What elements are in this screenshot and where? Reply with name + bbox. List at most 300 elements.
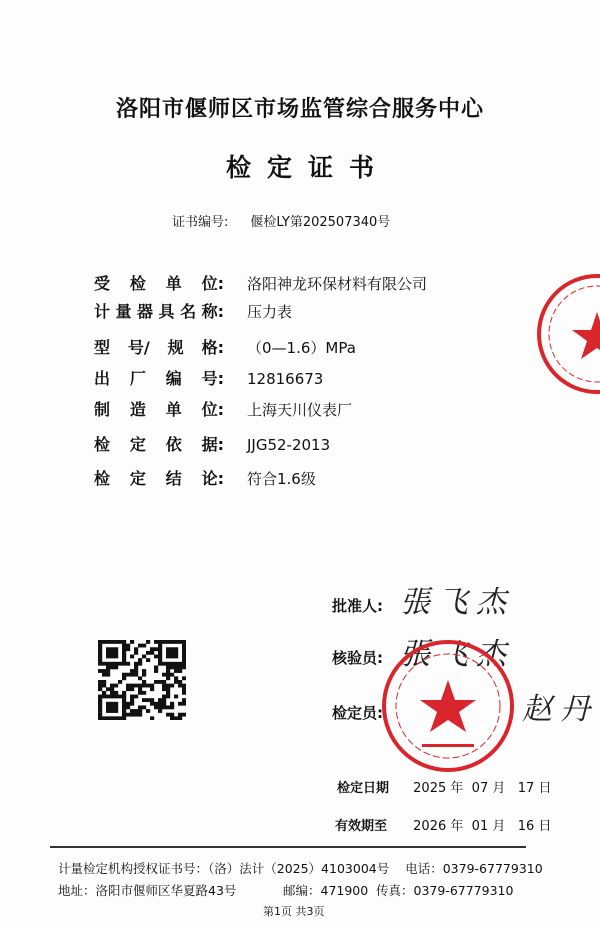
address: 地址：洛阳市偃师区华夏路43号 [58, 883, 237, 898]
field-value: 洛阳神龙环保材料有限公司 [247, 275, 428, 293]
qr-module [142, 655, 146, 659]
qr-module [114, 651, 118, 655]
qr-module [106, 709, 110, 713]
qr-module [162, 662, 166, 666]
qr-module [170, 655, 174, 659]
qr-module [174, 651, 178, 655]
month-unit: 月 [492, 781, 506, 796]
qr-module [182, 655, 186, 659]
qr-module [178, 665, 182, 669]
label-char: 名 [180, 302, 197, 321]
qr-module [166, 695, 170, 699]
qr-module [102, 680, 106, 684]
qr-module [106, 702, 110, 706]
qr-module [158, 647, 162, 651]
qr-module [98, 662, 102, 666]
qr-module [182, 691, 186, 695]
qr-module [110, 662, 114, 666]
qr-module [154, 640, 158, 644]
qr-module [162, 702, 166, 706]
qr-module [182, 665, 186, 669]
qr-module [170, 702, 174, 706]
page-number: 第1页 共3页 [263, 905, 325, 918]
qr-module [110, 640, 114, 644]
year: 2026 [413, 819, 447, 834]
qr-module [166, 669, 170, 673]
qr-module [146, 658, 150, 662]
qr-module [182, 698, 186, 702]
qr-module [182, 662, 186, 666]
field-label [94, 338, 224, 358]
qr-module [114, 665, 118, 669]
qr-module [174, 640, 178, 644]
qr-module [162, 705, 166, 709]
qr-module [170, 640, 174, 644]
label-char: 论: [201, 469, 224, 488]
qr-module [102, 684, 106, 688]
qr-module [138, 687, 142, 691]
label-char: 位: [201, 274, 224, 293]
qr-module [110, 647, 114, 651]
qr-module [122, 644, 126, 648]
label-char: 器 [137, 302, 154, 321]
qr-module [146, 698, 150, 702]
qr-module [178, 669, 182, 673]
qr-module [174, 669, 178, 673]
qr-module [166, 684, 170, 688]
qr-module [166, 713, 170, 717]
label-char: 出 [94, 369, 111, 388]
qr-module [166, 705, 170, 709]
qr-module [182, 644, 186, 648]
qr-module [122, 713, 126, 717]
label-char: 编 [165, 369, 182, 388]
day: 17 [517, 781, 535, 796]
qr-module [146, 709, 150, 713]
qr-module [126, 687, 130, 691]
qr-module [166, 640, 170, 644]
qr-module [182, 647, 186, 651]
qr-module [106, 716, 110, 720]
qr-module [114, 695, 118, 699]
qr-module [102, 691, 106, 695]
qr-module [122, 658, 126, 662]
qr-module [110, 655, 114, 659]
qr-module [150, 702, 154, 706]
qr-module [98, 651, 102, 655]
qr-module [118, 680, 122, 684]
qr-module [178, 713, 182, 717]
qr-module [166, 687, 170, 691]
qr-module [98, 695, 102, 699]
month: 07 [471, 781, 489, 796]
year-unit: 年 [450, 781, 464, 796]
qr-module [166, 691, 170, 695]
qr-module [106, 687, 110, 691]
qr-module [130, 687, 134, 691]
qr-module [98, 655, 102, 659]
qr-module [170, 716, 174, 720]
qr-module [158, 705, 162, 709]
handwritten-signature: 張飞杰 [400, 637, 514, 672]
qr-module [126, 702, 130, 706]
approval-label: 检定员: [332, 704, 383, 722]
qr-module [178, 662, 182, 666]
qr-module [154, 680, 158, 684]
qr-module [134, 662, 138, 666]
handwritten-signature: 張飞杰 [400, 585, 514, 620]
field-label [94, 302, 224, 322]
qr-module [134, 673, 138, 677]
qr-module [166, 651, 170, 655]
qr-module [166, 662, 170, 666]
year-unit: 年 [450, 819, 464, 834]
qr-module [182, 684, 186, 688]
qr-module [118, 695, 122, 699]
qr-module [174, 716, 178, 720]
qr-module [178, 716, 182, 720]
label-char: 制 [94, 400, 111, 419]
qr-module [114, 662, 118, 666]
valid-until-date [335, 818, 551, 836]
qr-module [126, 684, 130, 688]
qr-module [98, 709, 102, 713]
qr-module [170, 651, 174, 655]
field-value: （0—1.6）MPa [247, 339, 356, 357]
qr-module [166, 676, 170, 680]
qr-module [170, 713, 174, 717]
qr-module [114, 655, 118, 659]
qr-module [166, 647, 170, 651]
qr-module [150, 698, 154, 702]
field-label [94, 400, 224, 420]
qr-module [114, 647, 118, 651]
qr-module [162, 684, 166, 688]
qr-module [150, 647, 154, 651]
qr-module [110, 709, 114, 713]
qr-module [106, 662, 110, 666]
month-unit: 月 [492, 819, 506, 834]
qr-module [98, 713, 102, 717]
qr-module [114, 705, 118, 709]
approval-label: 核验员: [332, 649, 383, 667]
qr-module [130, 669, 134, 673]
qr-module [162, 673, 166, 677]
qr-module [130, 702, 134, 706]
qr-module [182, 702, 186, 706]
qr-module [130, 673, 134, 677]
org-title: 洛阳市偃师区市场监管综合服务中心 [115, 97, 484, 122]
label-char: 依 [165, 435, 182, 454]
qr-module [110, 691, 114, 695]
qr-module [106, 655, 110, 659]
qr-code [98, 640, 186, 720]
qr-module [182, 651, 186, 655]
qr-module [122, 655, 126, 659]
qr-module [146, 651, 150, 655]
qr-module [158, 680, 162, 684]
label-char: 称: [201, 302, 224, 321]
verification-date [337, 780, 551, 798]
cert-no-label: 证书编号: [172, 215, 229, 230]
qr-module [154, 702, 158, 706]
qr-module [126, 644, 130, 648]
qr-module [150, 687, 154, 691]
qr-module [170, 673, 174, 677]
label-char: 量 [115, 302, 132, 321]
qr-module [134, 695, 138, 699]
qr-module [98, 640, 102, 644]
label-char: 检 [94, 469, 111, 488]
qr-module [158, 658, 162, 662]
qr-module [162, 640, 166, 644]
qr-module [162, 698, 166, 702]
qr-module [98, 658, 102, 662]
qr-module [114, 702, 118, 706]
cert-no-value: 偃检LY第202507340号 [250, 215, 391, 230]
qr-module [138, 644, 142, 648]
qr-module [122, 716, 126, 720]
qr-module [106, 651, 110, 655]
day: 16 [517, 819, 535, 834]
qr-module [102, 662, 106, 666]
qr-module [154, 655, 158, 659]
qr-module [182, 676, 186, 680]
qr-module [122, 676, 126, 680]
qr-module [110, 716, 114, 720]
qr-module [182, 687, 186, 691]
qr-module [162, 695, 166, 699]
qr-module [126, 662, 130, 666]
qr-module [106, 640, 110, 644]
qr-module [98, 716, 102, 720]
qr-module [122, 640, 126, 644]
field-label [94, 435, 224, 455]
qr-module [138, 709, 142, 713]
footer-line-1 [58, 861, 543, 877]
qr-module [178, 702, 182, 706]
qr-module [122, 709, 126, 713]
qr-module [114, 640, 118, 644]
qr-module [114, 684, 118, 688]
label-char: 据: [201, 435, 224, 454]
qr-module [114, 691, 118, 695]
qr-module [162, 680, 166, 684]
qr-module [174, 680, 178, 684]
qr-module [174, 655, 178, 659]
day-unit: 日 [538, 781, 552, 796]
qr-module [170, 647, 174, 651]
field-label [94, 369, 224, 389]
qr-module [102, 716, 106, 720]
qr-module [154, 669, 158, 673]
qr-module [174, 665, 178, 669]
qr-module [110, 651, 114, 655]
qr-module [142, 644, 146, 648]
qr-module [174, 676, 178, 680]
field-value: 符合1.6级 [247, 470, 316, 488]
qr-module [146, 640, 150, 644]
footer-line-2 [58, 883, 538, 899]
label-char: 造 [129, 400, 146, 419]
field-label [94, 274, 224, 294]
qr-module [114, 716, 118, 720]
fax: 传真：0379-67779310 [376, 883, 514, 898]
valid-until-label: 有效期至 [335, 819, 388, 834]
qr-module [122, 705, 126, 709]
label-char: 计 [94, 302, 111, 321]
qr-module [142, 669, 146, 673]
qr-module [126, 647, 130, 651]
qr-module [118, 662, 122, 666]
qr-module [182, 658, 186, 662]
qr-module [122, 673, 126, 677]
qr-module [134, 669, 138, 673]
qr-module [182, 713, 186, 717]
qr-module [126, 705, 130, 709]
label-char: 定 [129, 435, 146, 454]
qr-module [170, 705, 174, 709]
field-value: 压力表 [247, 303, 293, 321]
qr-module [130, 698, 134, 702]
qr-module [142, 705, 146, 709]
qr-module [142, 673, 146, 677]
qr-module [154, 647, 158, 651]
label-char: 具 [158, 302, 175, 321]
label-char: 单 [165, 400, 182, 419]
qr-module [98, 647, 102, 651]
label-char: 规 [167, 338, 184, 357]
qr-module [170, 684, 174, 688]
qr-module [106, 673, 110, 677]
qr-module [138, 684, 142, 688]
qr-module [150, 651, 154, 655]
qr-module [166, 673, 170, 677]
label-char: 定 [129, 469, 146, 488]
qr-module [106, 695, 110, 699]
qr-module [98, 698, 102, 702]
qr-module [142, 691, 146, 695]
qr-module [158, 655, 162, 659]
qr-module [98, 705, 102, 709]
qr-module [178, 680, 182, 684]
qr-module [110, 665, 114, 669]
qr-module [106, 665, 110, 669]
day-unit: 日 [538, 819, 552, 834]
qr-module [170, 662, 174, 666]
qr-module [126, 713, 130, 717]
qr-module [154, 665, 158, 669]
qr-module [174, 662, 178, 666]
qr-module [106, 705, 110, 709]
label-char: 号: [201, 369, 224, 388]
qr-module [110, 687, 114, 691]
qr-module [154, 705, 158, 709]
qr-module [130, 684, 134, 688]
qr-module [150, 684, 154, 688]
label-char: 格: [201, 338, 224, 357]
qr-module [146, 684, 150, 688]
label-char: 检 [94, 435, 111, 454]
qr-module [138, 713, 142, 717]
qr-module [98, 669, 102, 673]
qr-module [110, 684, 114, 688]
qr-module [134, 651, 138, 655]
qr-module [174, 695, 178, 699]
qr-module [110, 705, 114, 709]
qr-module [118, 640, 122, 644]
qr-module [142, 698, 146, 702]
qr-module [106, 647, 110, 651]
qr-module [130, 695, 134, 699]
qr-module [110, 695, 114, 699]
qr-module [178, 684, 182, 688]
qr-module [178, 640, 182, 644]
seal-stamp-bottom [378, 636, 518, 776]
qr-module [138, 676, 142, 680]
qr-module [122, 702, 126, 706]
qr-module [122, 651, 126, 655]
qr-module [158, 662, 162, 666]
qr-module [142, 684, 146, 688]
phone: 电话：0379-67779310 [405, 861, 543, 876]
qr-module [170, 665, 174, 669]
qr-module [98, 680, 102, 684]
qr-module [98, 687, 102, 691]
qr-module [158, 702, 162, 706]
qr-module [134, 647, 138, 651]
label-char: 检 [129, 274, 146, 293]
qr-module [158, 698, 162, 702]
qr-module [134, 665, 138, 669]
postcode: 邮编：471900 [283, 883, 369, 898]
qr-module [102, 673, 106, 677]
seal-stamp-right [535, 272, 600, 402]
qr-module [106, 669, 110, 673]
footer-divider [50, 846, 526, 848]
qr-module [102, 669, 106, 673]
qr-module [150, 716, 154, 720]
qr-module [122, 691, 126, 695]
qr-module [110, 702, 114, 706]
qr-module [138, 658, 142, 662]
verification-date-label: 检定日期 [337, 781, 390, 796]
qr-module [122, 695, 126, 699]
qr-module [98, 684, 102, 688]
qr-module [138, 705, 142, 709]
certificate-number [172, 214, 390, 232]
qr-module [134, 709, 138, 713]
qr-module [114, 709, 118, 713]
month: 01 [471, 819, 489, 834]
qr-module [102, 640, 106, 644]
qr-module [134, 713, 138, 717]
qr-module [122, 662, 126, 666]
qr-module [126, 673, 130, 677]
qr-module [98, 644, 102, 648]
qr-module [182, 640, 186, 644]
qr-module [118, 716, 122, 720]
year: 2025 [413, 781, 447, 796]
label-char: 型 [94, 338, 111, 357]
qr-module [134, 684, 138, 688]
label-char: 号/ [127, 338, 150, 357]
label-char: 位: [201, 400, 224, 419]
qr-module [130, 655, 134, 659]
qr-module [158, 640, 162, 644]
qr-module [166, 655, 170, 659]
qr-module [158, 709, 162, 713]
